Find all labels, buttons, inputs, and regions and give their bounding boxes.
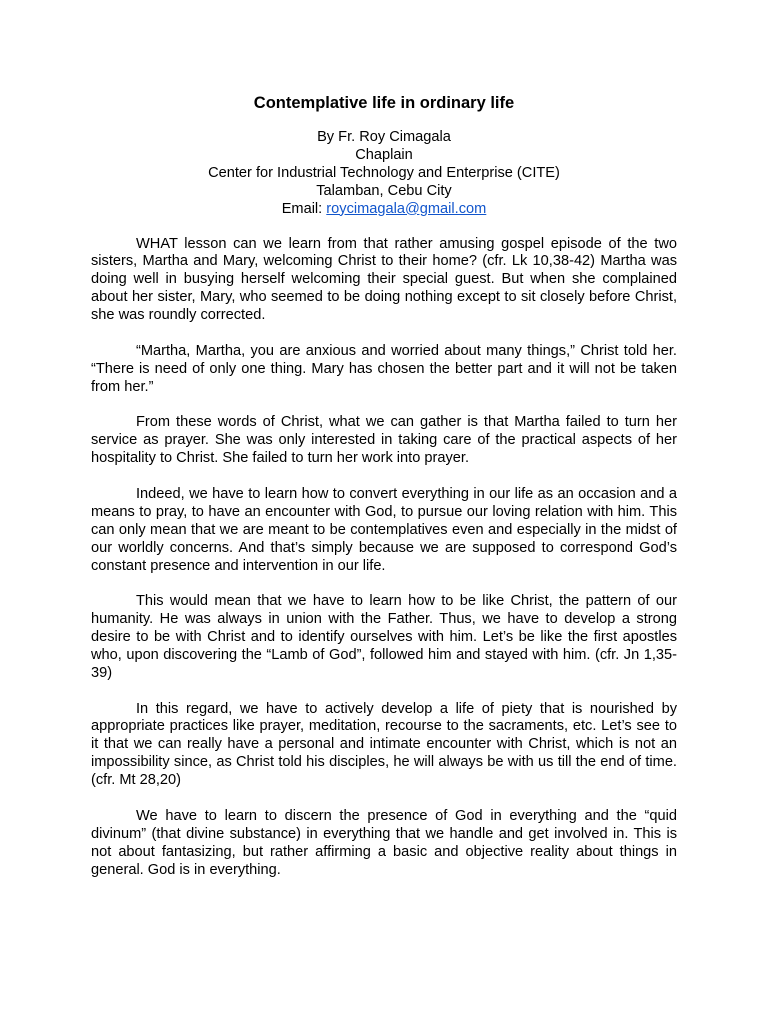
paragraph-6: In this regard, we have to actively develop a life of piety that is nourished by appropriate practices like prayer, meditation, recourse to the sacraments, etc. Let’s see to it that we can really have a personal and intimate encounter with Christ, which is not an impossibility since, as Christ told his disciples, he will always be with us till the end of time. (cfr. Mt 28,20) bbox=[91, 700, 677, 789]
byline-email-line bbox=[91, 201, 677, 219]
paragraph-2: “Martha, Martha, you are anxious and worried about many things,” Christ told her. “There is need of only one thing. Mary has chosen the better part and it will not be taken from her.” bbox=[91, 342, 677, 395]
document-page bbox=[91, 93, 677, 897]
paragraph-1: WHAT lesson can we learn from that rather amusing gospel episode of the two sisters, Martha and Mary, welcoming Christ to their home? (cfr. Lk 10,38-42) Martha was doing well in busying herself welcoming their special guest. But when she complained about her sister, Mary, who seemed to be doing nothing except to sit closely before Christ, she was roundly corrected. bbox=[91, 235, 677, 324]
email-link[interactable]: roycimagala@gmail.com bbox=[326, 200, 487, 217]
byline-author: By Fr. Roy Cimagala bbox=[317, 129, 451, 145]
document-title: Contemplative life in ordinary life bbox=[253, 94, 515, 112]
byline-institution: Center for Industrial Technology and Enterprise (CITE) bbox=[208, 164, 560, 181]
byline-block bbox=[91, 129, 677, 219]
article-body bbox=[91, 236, 677, 880]
email-label: Email: bbox=[281, 200, 327, 217]
paragraph-3: From these words of Christ, what we can gather is that Martha failed to turn her service as prayer. She was only interested in taking care of the practical aspects of her hospitality to Christ. She failed to turn her work into prayer. bbox=[91, 414, 677, 467]
byline-location: Talamban, Cebu City bbox=[316, 182, 452, 199]
paragraph-7: We have to learn to discern the presence of God in everything and the “quid divinum” (that divine substance) in everything that we handle and get involved in. This is not about fantasizing, but rather affirming a basic and objective reality about things in general. God is in everything. bbox=[91, 807, 677, 878]
paragraph-4: Indeed, we have to learn how to convert everything in our life as an occasion and a means to pray, to have an encounter with God, to pursue our loving relation with him. This can only mean that we are meant to be contemplatives even and especially in the midst of our worldly concerns. And that’s simply because we are supposed to correspond God’s constant presence and intervention in our life. bbox=[91, 485, 677, 574]
byline-role: Chaplain bbox=[355, 146, 413, 163]
paragraph-5: This would mean that we have to learn how to be like Christ, the pattern of our humanity. He was always in union with the Father. Thus, we have to develop a strong desire to be with Christ and to identify ourselves with him. Let’s be like the first apostles who, upon discovering the “Lamb of God”, followed him and stayed with him. (cfr. Jn 1,35-39) bbox=[91, 593, 677, 681]
